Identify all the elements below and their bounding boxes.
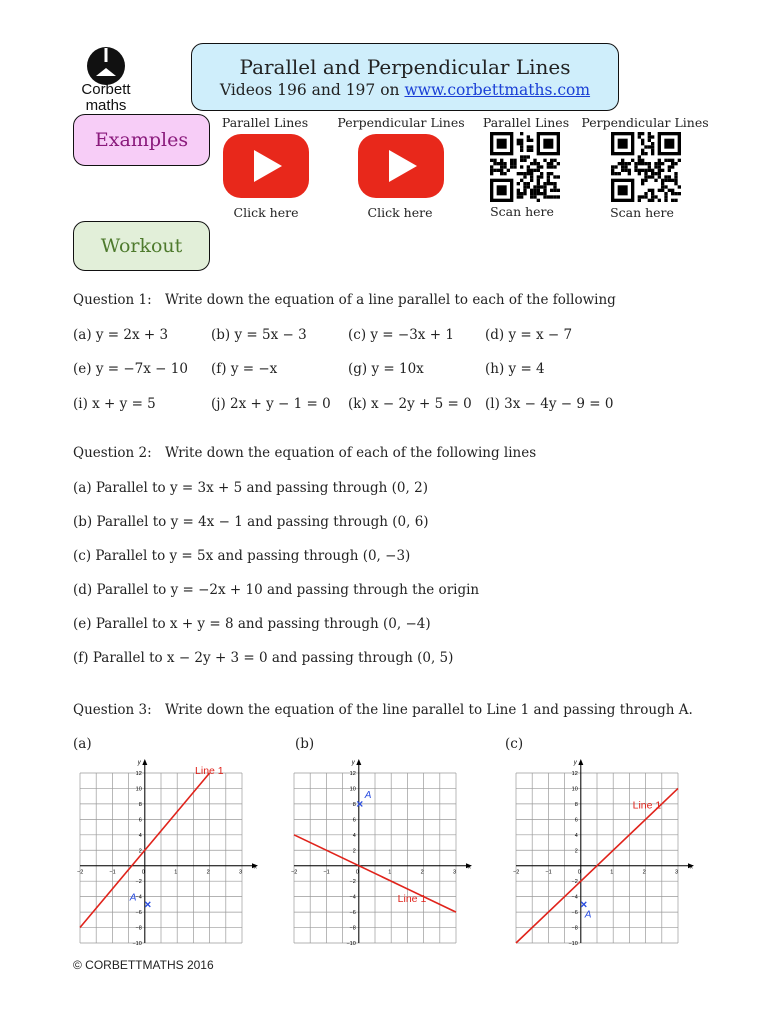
y-tick-label: 4 [574,832,578,839]
q2-item: (d) Parallel to y = −2x + 10 and passing through the origin [73,582,480,598]
examples-button[interactable]: Examples [73,114,210,166]
corbett-logo-icon [86,46,126,86]
video-label-perpendicular: Perpendicular Lines [337,115,465,130]
y-tick-label: 8 [352,801,356,808]
y-tick-label: −2 [571,879,578,886]
x-tick-label: −2 [513,869,520,876]
page-title: Parallel and Perpendicular Lines [239,55,571,79]
y-tick-label: −8 [571,925,578,932]
y-tick-label: 2 [574,848,578,855]
y-axis-label: y [573,760,577,766]
website-link[interactable]: www.corbettmaths.com [404,81,591,99]
workout-button[interactable]: Workout [73,221,210,271]
y-axis-arrow [142,759,147,765]
y-tick-label: −2 [349,879,356,886]
video-label-parallel: Parallel Lines [221,115,309,130]
q1-item: (b) y = 5x − 3 [211,327,307,343]
y-tick-label: 10 [135,786,142,793]
y-tick-label: −6 [571,910,578,917]
x-tick-label: 0 [141,869,145,876]
logo-line-2: maths [85,97,127,114]
y-tick-label: 6 [138,817,142,824]
line-1-label: Line 1 [397,893,427,906]
q2-item: (c) Parallel to y = 5x and passing through (0, −3) [73,548,411,564]
qr-code-icon[interactable] [611,132,681,202]
graph-a [70,755,265,950]
x-axis-label: x [690,864,693,871]
video-caption: Click here [233,205,299,220]
y-tick-label: −2 [135,879,142,886]
x-tick-label: 1 [610,869,614,876]
point-a-label: A [584,909,592,921]
y-tick-label: 10 [349,786,356,793]
subtitle-text: Videos 196 and 197 on [219,81,405,99]
y-axis-label: y [137,760,141,766]
q1-item: (j) 2x + y − 1 = 0 [211,396,331,412]
y-tick-label: 2 [352,848,356,855]
qr-label-parallel: Parallel Lines [482,115,570,130]
x-tick-label: −1 [545,869,552,876]
q1-item: (k) x − 2y + 5 = 0 [348,396,472,412]
x-axis-label: x [468,864,471,871]
y-tick-label: 12 [349,771,356,777]
q1-item: (i) x + y = 5 [73,396,156,412]
q1-item: (a) y = 2x + 3 [73,327,169,343]
question-1-text: Write down the equation of a line parallel to each of the following [165,292,616,308]
y-tick-label: 10 [571,786,578,793]
q3-part-label: (a) [73,736,92,752]
question-3-label: Question 3: [73,702,152,718]
y-tick-label: −4 [571,894,578,901]
question-2-text: Write down the equation of each of the following lines [165,445,537,461]
qr-code-icon[interactable] [490,132,560,202]
x-tick-label: −2 [77,869,84,876]
copyright: © CORBETTMATHS 2016 [73,958,214,972]
x-tick-label: 1 [174,869,178,876]
y-tick-label: −8 [349,925,356,932]
q1-item: (d) y = x − 7 [485,327,573,343]
q1-item: (h) y = 4 [485,361,545,377]
y-tick-label: −10 [568,941,578,947]
y-tick-label: 4 [138,832,142,839]
graph-b [284,755,479,950]
q3-part-label: (c) [505,736,524,752]
logo-text [74,82,138,114]
q3-part-label: (b) [295,736,315,752]
x-tick-label: 3 [239,869,243,876]
y-tick-label: −8 [135,925,142,932]
q2-item: (e) Parallel to x + y = 8 and passing through (0, −4) [73,616,431,632]
y-tick-label: 2 [138,848,142,855]
logo-line-1: Corbett [81,81,131,98]
x-tick-label: 2 [206,869,210,876]
y-tick-label: 12 [571,771,578,777]
y-tick-label: −10 [132,941,142,947]
q1-item: (f) y = −x [211,361,278,377]
point-a-label: A [364,789,372,801]
y-tick-label: −4 [135,894,142,901]
x-tick-label: 1 [388,869,392,876]
y-tick-label: 12 [135,771,142,777]
x-tick-label: −1 [323,869,330,876]
line-1-label: Line 1 [195,764,224,777]
play-icon[interactable] [358,134,444,198]
qr-caption: Scan here [490,204,554,219]
y-tick-label: −6 [349,910,356,917]
y-tick-label: 8 [574,801,578,808]
play-icon[interactable] [223,134,309,198]
x-tick-label: −2 [291,869,298,876]
x-tick-label: 0 [577,869,581,876]
question-1-label: Question 1: [73,292,152,308]
y-tick-label: 6 [574,817,578,824]
y-tick-label: 8 [138,801,142,808]
x-tick-label: −1 [109,869,116,876]
y-tick-label: 4 [352,832,356,839]
y-axis-arrow [356,759,361,765]
x-tick-label: 2 [642,869,646,876]
y-tick-label: −4 [349,894,356,901]
y-tick-label: −10 [346,941,356,947]
y-tick-label: 6 [352,817,356,824]
qr-caption: Scan here [610,205,674,220]
q2-item: (b) Parallel to y = 4x − 1 and passing through (0, 6) [73,514,429,530]
question-2-label: Question 2: [73,445,152,461]
x-tick-label: 0 [355,869,359,876]
title-box [191,43,619,111]
q1-item: (l) 3x − 4y − 9 = 0 [485,396,614,412]
x-tick-label: 3 [453,869,457,876]
page-subtitle [192,81,618,99]
y-axis-label: y [351,760,355,766]
y-axis-arrow [578,759,583,765]
q1-item: (c) y = −3x + 1 [348,327,454,343]
graph-c [506,755,701,950]
x-tick-label: 3 [675,869,679,876]
x-axis-label: x [254,864,257,871]
line-1-label: Line 1 [632,799,662,812]
q1-item: (e) y = −7x − 10 [73,361,188,377]
question-3-text: Write down the equation of the line parallel to Line 1 and passing through A. [165,702,693,718]
q2-item: (f) Parallel to x − 2y + 3 = 0 and passing through (0, 5) [73,650,454,666]
video-caption: Click here [367,205,433,220]
q1-item: (g) y = 10x [348,361,424,377]
point-a-label: A [129,892,137,904]
qr-label-perpendicular: Perpendicular Lines [581,115,709,130]
y-tick-label: −6 [135,910,142,917]
x-tick-label: 2 [420,869,424,876]
q2-item: (a) Parallel to y = 3x + 5 and passing through (0, 2) [73,480,428,496]
